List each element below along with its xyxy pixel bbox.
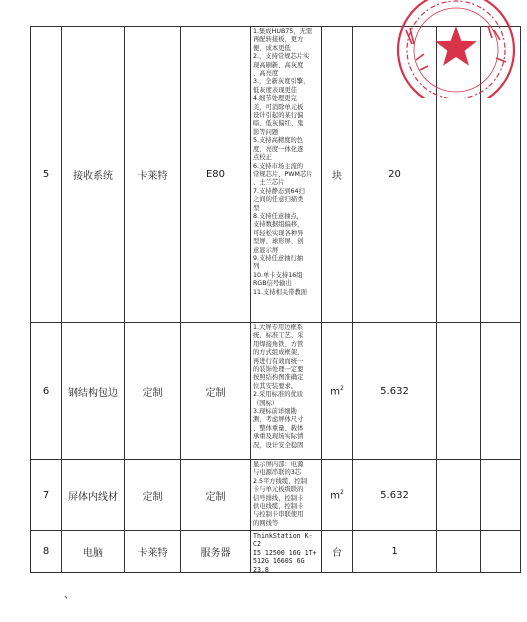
spec-table	[30, 26, 521, 573]
description	[251, 323, 322, 460]
description-line: 5.支持高精度的色	[253, 137, 304, 145]
description-line: 的方式组成框架，	[253, 349, 304, 357]
blank-cell	[437, 460, 481, 531]
table-row	[31, 460, 521, 531]
description-lines	[253, 532, 319, 572]
brand: 卡莱特	[125, 27, 181, 323]
row-number: 5	[31, 27, 62, 323]
description-line: 支持数据组偏移，	[253, 221, 304, 229]
description-line: 度、亮度一体化逐	[253, 145, 304, 153]
model: 定制	[181, 323, 251, 460]
description-line: 1.大屏专用边框系	[253, 324, 304, 331]
description-line: 与电源串联的3芯	[253, 469, 302, 477]
description-line: I5 12500 16G 1T+	[253, 548, 317, 557]
description-line: 23.8	[253, 565, 269, 572]
unit-m: m	[330, 490, 340, 502]
description-line: 点校正	[253, 154, 272, 162]
unit: 块	[322, 27, 353, 323]
description-line: 按照结构图准确定	[253, 374, 304, 382]
description-line: 供电线缆，控制卡	[253, 503, 304, 511]
row-number: 6	[31, 323, 62, 460]
table-row	[31, 323, 521, 460]
description-lines	[253, 324, 319, 459]
model: 服务器	[181, 531, 251, 573]
description-line: 的网线等	[253, 519, 279, 527]
brand: 定制	[125, 460, 181, 531]
blank-cell	[481, 531, 521, 573]
description-line: 影等问题	[253, 128, 279, 136]
description-line: 3.，全新灰度引擎，	[253, 78, 310, 86]
description-line: 测，考虑屏体尺寸	[253, 416, 304, 424]
description-line: 便，成本更低	[253, 44, 291, 52]
description-line: 用焊接角铁、方管	[253, 340, 304, 348]
quantity: 5.632	[353, 323, 437, 460]
unit: 台	[322, 531, 353, 573]
description	[251, 531, 322, 573]
description-line: 2.，支持常规芯片实	[253, 53, 310, 61]
blank-cell	[437, 323, 481, 460]
unit	[322, 460, 353, 531]
table-row	[31, 531, 521, 573]
description-line: 可轻松实现各种异	[253, 229, 304, 237]
blank-cell	[437, 27, 481, 323]
description-line: （国标）	[253, 399, 279, 407]
unit-m: m	[330, 386, 340, 398]
table-row	[31, 27, 521, 323]
description-line: 8.支持任意抽点，	[253, 212, 304, 220]
description-line: 10.单卡支持16组	[253, 271, 303, 279]
brand: 卡莱特	[125, 531, 181, 573]
blank-cell	[481, 460, 521, 531]
unit-superscript: 2	[339, 384, 344, 392]
description-line: 统、标准工艺、采	[253, 332, 304, 340]
quantity: 1	[353, 531, 437, 573]
description-line: 显示屏内部：电源	[253, 461, 304, 468]
description-line: 暗、低灰偏红、鬼	[253, 120, 304, 128]
item-name: 屏体内线材	[62, 460, 125, 531]
unit-superscript: 2	[339, 488, 344, 496]
description-line: 、高亮度	[253, 70, 279, 78]
description-line: 6.支持市场主流的	[253, 162, 304, 170]
description-line: 设计引起的某行偏	[253, 112, 304, 120]
blank-cell	[481, 27, 521, 323]
description-line: RGB信号输出	[253, 280, 292, 288]
item-name: 接收系统	[62, 27, 125, 323]
description-line: 2.采用标准的优质	[253, 391, 304, 399]
stray-mark: 、	[64, 590, 74, 601]
description-line: 美，可消除单元板	[253, 103, 304, 111]
description-line: 卡与单元板级联的	[253, 486, 304, 494]
description-line: 位其安装要求。	[253, 382, 298, 390]
description-line: 列	[253, 263, 260, 271]
description-line: 常规芯片、PWM芯片	[253, 170, 313, 178]
item-name: 钢结构包边	[62, 323, 125, 460]
blank-cell	[437, 531, 481, 573]
description-line: 的装饰处理一定要	[253, 366, 304, 374]
description-line: 、士兰芯片	[253, 179, 285, 187]
blank-cell	[481, 323, 521, 460]
description-line: 信号排线，控制卡	[253, 494, 304, 502]
description-lines	[253, 461, 319, 530]
description-line: 11.支持相关带教面	[253, 288, 308, 296]
row-number: 7	[31, 460, 62, 531]
description-lines	[253, 28, 319, 322]
quantity: 20	[353, 27, 437, 323]
description-line: 意显示屏	[253, 246, 279, 254]
description-line: 现高刷新、高灰度	[253, 61, 304, 69]
description-line: 4.细节处理更完	[253, 95, 297, 103]
description-line: 7.支持静态到64扫	[253, 187, 305, 195]
description-line: 与控制卡串联使用	[253, 511, 304, 519]
description-line: 、整体重量、载体	[253, 424, 304, 432]
description-line: 9.支持任意抽行抽	[253, 254, 304, 262]
description-line: 再进行有效而统一	[253, 357, 304, 365]
item-name: 电脑	[62, 531, 125, 573]
brand: 定制	[125, 323, 181, 460]
description-line: ThinkStation K-C2	[253, 532, 313, 549]
description-line: 型屏、球形屏、创	[253, 238, 304, 246]
description-line: 承重及现场实际情	[253, 433, 304, 441]
model: E80	[181, 27, 251, 323]
description-line: 低灰度表现更佳	[253, 86, 298, 94]
description-line: 况，设计安全稳固	[253, 441, 304, 449]
description-line: 再配转接板，更方	[253, 36, 304, 44]
description	[251, 460, 322, 531]
description-line: 之间的任意扫描类	[253, 196, 304, 204]
quantity: 5.632	[353, 460, 437, 531]
description-line: 型	[253, 204, 260, 212]
description-line: 512G 1660S 6G	[253, 557, 305, 566]
description	[251, 27, 322, 323]
model: 定制	[181, 460, 251, 531]
description-line: 3.现标前详细勘	[253, 408, 297, 416]
description-line: 2.5平方线缆，控制	[253, 477, 308, 485]
row-number: 8	[31, 531, 62, 573]
unit	[322, 323, 353, 460]
description-line: 1.集成HUB75，无需	[253, 28, 313, 35]
